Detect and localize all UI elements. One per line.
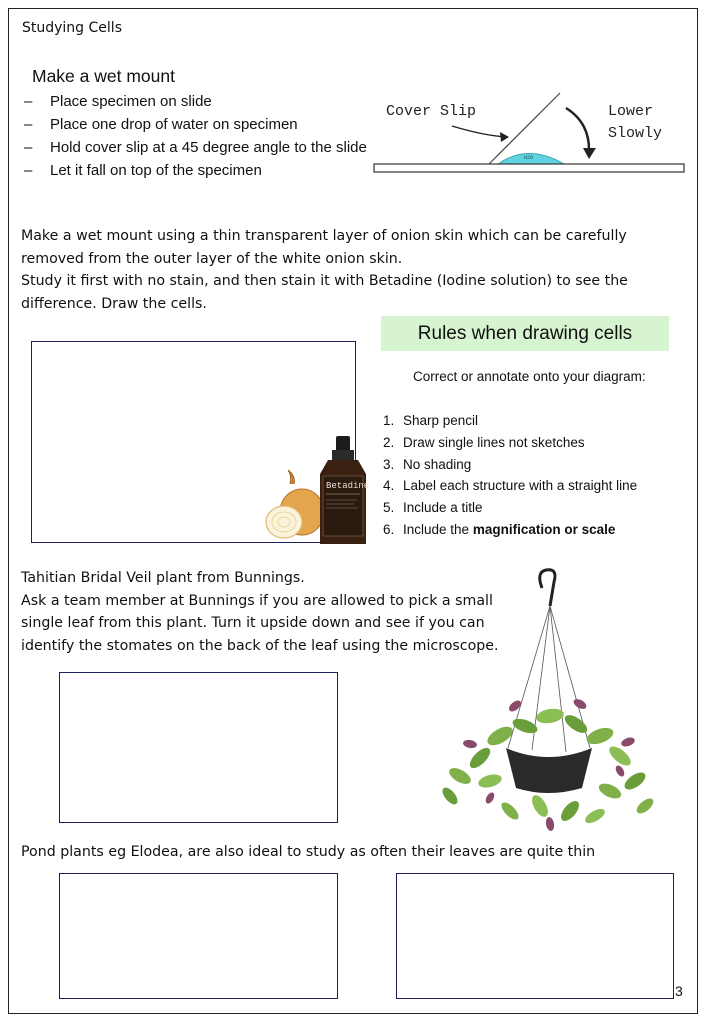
- hanging-plant-illustration: [430, 566, 662, 838]
- arrow-head-icon: [500, 132, 509, 142]
- wet-mount-heading: Make a wet mount: [32, 66, 175, 86]
- rule-number: 3.: [383, 456, 395, 472]
- onion-sprout: [288, 470, 294, 484]
- bridal-veil-drawing-box[interactable]: [59, 672, 338, 823]
- rule-bold-text: magnification or scale: [472, 521, 616, 537]
- step-text: Place one drop of water on specimen: [50, 116, 298, 133]
- cover-slip-label: Cover Slip: [386, 103, 477, 120]
- onion-betadine-illustration: [262, 436, 370, 546]
- pond-drawing-box-right[interactable]: [396, 873, 674, 999]
- list-item: – Hold cover slip at a 45 degree angle to the slide: [24, 139, 367, 156]
- bridal-veil-line-4: identify the stomates on the back of the leaf using the microscope.: [21, 637, 499, 654]
- bridal-veil-line-1: Tahitian Bridal Veil plant from Bunnings.: [21, 570, 305, 586]
- curved-arrow-icon: [566, 108, 589, 152]
- rule-text: Include a title: [403, 500, 483, 516]
- rule-text: Draw single lines not sketches: [403, 434, 585, 450]
- onion-paragraph-2: Study it first with no stain, and then stain it with Betadine (Iodine solution) to see the difference. Draw the cells.: [21, 273, 628, 312]
- rule-text: Label each structure with a straight line: [403, 478, 638, 494]
- pond-plants-text: Pond plants eg Elodea, are also ideal to study as often their leaves are quite thin: [21, 844, 596, 860]
- list-item: [383, 454, 637, 476]
- rule-number: 1.: [383, 413, 395, 428]
- rules-subheading: Correct or annotate onto your diagram:: [413, 369, 646, 384]
- bridal-veil-line-3: single leaf from this plant. Turn it upside down and see if you can: [21, 615, 485, 631]
- plant-pot-icon: [506, 748, 592, 793]
- rule-text: Sharp pencil: [403, 413, 479, 428]
- bottle-label: Betadine: [326, 481, 370, 491]
- rule-number: 4.: [383, 478, 395, 494]
- list-item: – Place specimen on slide: [24, 93, 212, 110]
- microscope-slide: [374, 164, 684, 172]
- rule-number: 5.: [383, 500, 395, 516]
- hook-icon: [540, 570, 555, 606]
- curved-arrow-head-icon: [583, 148, 596, 159]
- list-item: [383, 410, 637, 432]
- step-text: Hold cover slip at a 45 degree angle to the slide: [50, 139, 367, 156]
- list-item: [383, 432, 637, 454]
- list-item: – Place one drop of water on specimen: [24, 116, 298, 133]
- rule-text: Include the: [403, 521, 473, 537]
- bridal-veil-line-2: Ask a team member at Bunnings if you are allowed to pick a small: [21, 592, 493, 609]
- list-item: [383, 475, 637, 497]
- arrow-icon: [452, 126, 508, 137]
- step-text: Place specimen on slide: [50, 93, 212, 110]
- onion-paragraph-1: Make a wet mount using a thin transparent layer of onion skin which can be carefully removed from the outer layer of the white onion skin.: [21, 228, 627, 267]
- list-item: – Let it fall on top of the specimen: [24, 162, 262, 179]
- onion-half-icon: [266, 506, 302, 538]
- page-number: 3: [675, 983, 683, 999]
- rule-number: 2.: [383, 434, 395, 450]
- slowly-label: Slowly: [608, 125, 663, 142]
- step-text: Let it fall on top of the specimen: [50, 162, 262, 179]
- list-item: [383, 497, 637, 519]
- rule-number: 6.: [383, 521, 395, 537]
- page-title: Studying Cells: [22, 20, 122, 36]
- drop-label: H2O: [524, 155, 534, 161]
- bottle-cap: [336, 436, 350, 452]
- cover-slip-diagram: [370, 88, 690, 180]
- rules-heading: Rules when drawing cells: [381, 316, 669, 351]
- wet-mount-steps: [22, 92, 367, 184]
- list-item: [383, 519, 637, 541]
- rules-list: [383, 410, 637, 541]
- lower-label: Lower: [608, 103, 654, 120]
- pond-drawing-box-left[interactable]: [59, 873, 338, 999]
- rule-text: No shading: [403, 456, 472, 472]
